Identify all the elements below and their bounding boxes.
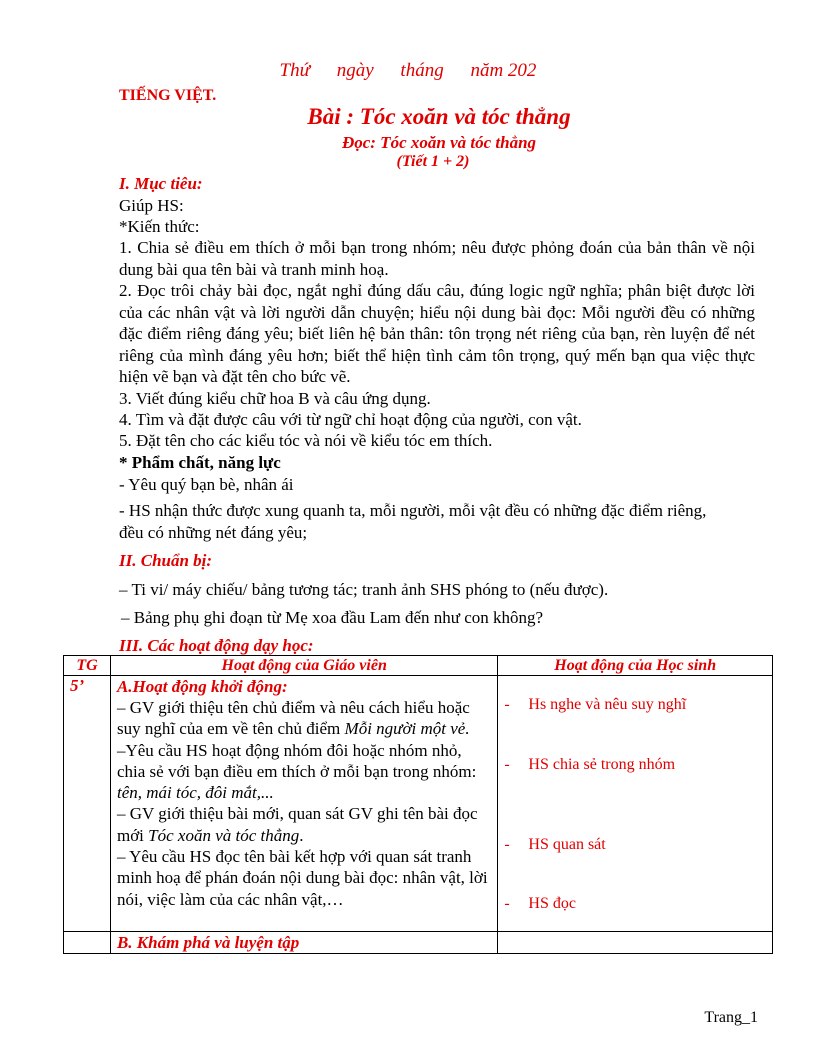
objective-3: 3. Viết đúng kiểu chữ hoa B và câu ứng dụng. (119, 389, 431, 408)
section-b-title: B. Khám phá và luyện tập (116, 933, 300, 952)
section-a-title: A.Hoạt động khởi động: (116, 677, 288, 696)
preparation-heading: II. Chuẩn bị: (119, 551, 213, 570)
table-row (64, 932, 773, 954)
teacher-step-2 (117, 740, 491, 804)
time-cell (64, 932, 111, 954)
objectives-intro: Giúp HS: (119, 196, 184, 215)
student-activity-4 (504, 895, 576, 913)
student-activity-2-text: HS chia sẻ trong nhóm (528, 756, 676, 773)
student-activity-1-text: Hs nghe và nêu suy nghĩ (528, 696, 687, 713)
date-month: tháng (400, 60, 444, 81)
teacher-cell (110, 932, 497, 954)
time-cell (64, 676, 111, 932)
objectives-heading: I. Mục tiêu: (119, 174, 203, 193)
date-year: năm 202 (470, 60, 537, 81)
objective-4: 4. Tìm và đặt được câu với từ ngữ chỉ hoạt động của người, con vật. (119, 410, 582, 429)
student-activity-3 (504, 836, 605, 854)
teacher-step-2-text: –Yêu cầu HS hoạt động nhóm đôi hoặc nhóm nhỏ, chia sẻ với bạn điều em thích ở mỗi bạn trong nhóm: (116, 740, 477, 781)
knowledge-label: *Kiến thức: (119, 217, 200, 236)
reading-title: Đọc: Tóc xoăn và tóc thẳng (341, 133, 537, 152)
qualities-label: * Phẩm chất, năng lực (119, 453, 281, 472)
date-line (0, 60, 816, 82)
teacher-step-4: – Yêu cầu HS đọc tên bài kết hợp với quan sát tranh minh hoạ để phán đoán nội dung bài đọc: nhân vật, lời nói, việc làm của các nhân vật,… (116, 847, 488, 909)
student-activity-4-text: HS đọc (528, 895, 576, 912)
activities-table (63, 655, 773, 954)
bullet-dash: - (504, 895, 510, 912)
student-cell (498, 932, 773, 954)
student-activity-1 (504, 696, 686, 714)
student-cell (498, 676, 773, 932)
preparation-item-1: – Ti vi/ máy chiếu/ bảng tương tác; tranh ảnh SHS phóng to (nếu được). (119, 580, 609, 599)
student-activity-3-text: HS quan sát (528, 836, 606, 853)
reading-name: Tóc xoăn và tóc thẳng (148, 825, 300, 845)
table-header-row (64, 656, 773, 676)
theme-name: Mỗi người một vẻ. (344, 719, 470, 739)
bullet-dash: - (504, 756, 510, 773)
teacher-step-1 (117, 697, 491, 740)
subject-label: TIẾNG VIỆT. (119, 87, 217, 104)
objective-5: 5. Đặt tên cho các kiểu tóc và nói về kiểu tóc em thích. (119, 431, 493, 450)
preparation-item-2: – Bảng phụ ghi đoạn từ Mẹ xoa đầu Lam đến như con không? (121, 608, 544, 627)
teacher-step-2-examples: tên, mái tóc, đôi mắt,... (116, 783, 274, 803)
page-number: Trang_1 (704, 1009, 758, 1026)
activities-heading: III. Các hoạt động dạy học: (119, 636, 314, 655)
quality-2: - HS nhận thức được xung quanh ta, mỗi người, mỗi vật đều có những đặc điểm riêng, đều có những nét đáng yêu; (119, 501, 707, 542)
teacher-step-3-text: – GV giới thiệu bài mới, quan sát GV ghi tên bài đọc mới (116, 804, 478, 845)
column-header-teacher: Hoạt động của Giáo viên (110, 656, 497, 676)
table-row (64, 676, 773, 932)
teacher-step-1-text: – GV giới thiệu tên chủ điểm và nêu cách hiểu hoặc suy nghĩ của em về tên chủ điểm (116, 698, 470, 739)
lesson-title: Bài : Tóc xoăn và tóc thẳng (307, 104, 571, 129)
date-day: Thứ (279, 60, 310, 81)
objective-1: 1. Chia sẻ điều em thích ở mỗi bạn trong nhóm; nêu được phỏng đoán của bản thân về nội dung bài qua tên bài và tranh minh hoạ. (119, 238, 755, 279)
quality-1: - Yêu quý bạn bè, nhân ái (119, 475, 294, 494)
time-value: 5’ (70, 676, 85, 695)
column-header-student: Hoạt động của Học sinh (498, 656, 773, 676)
objective-2: 2. Đọc trôi chảy bài đọc, ngắt nghỉ đúng dấu câu, đúng logic ngữ nghĩa; phân biệt được lời của các nhân vật và lời người dẫn chuyện; hiểu nội dung bài đọc: Mỗi người đều có những đặc điểm riêng đáng yêu; biết liên hệ bản thân: tôn trọng nét riêng của bạn, rèn luyện để nét riêng của mình đáng yêu hơn; biết thể hiện tình cảm tôn trọng, quý mến bạn qua việc thực hiện vẽ bạn và đặt tên cho bức vẽ. (119, 281, 755, 386)
bullet-dash: - (504, 696, 510, 713)
date-date: ngày (336, 60, 374, 81)
student-activity-2 (504, 756, 675, 774)
bullet-dash: - (504, 836, 510, 853)
period-label: (Tiết 1 + 2) (396, 153, 470, 170)
teacher-step-3-end: . (299, 825, 304, 845)
column-header-time: TG (64, 656, 111, 676)
teacher-cell (110, 676, 497, 932)
teacher-step-3 (117, 803, 491, 846)
